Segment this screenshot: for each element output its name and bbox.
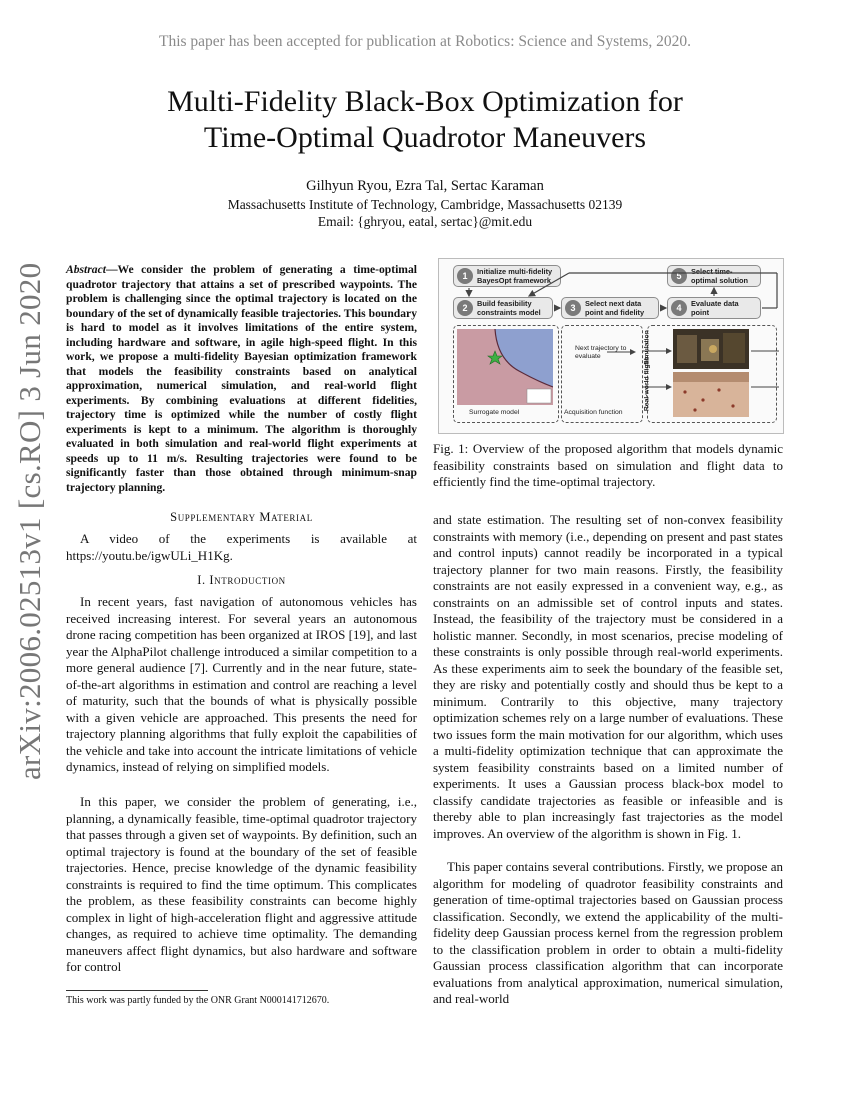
simulation-image: [673, 329, 749, 369]
step-4-number: 4: [671, 300, 687, 316]
surrogate-plot: [457, 329, 553, 405]
acquisition-label: Acquisition function: [564, 409, 623, 416]
step-2-label: Build feasibility constraints model: [477, 299, 541, 317]
simulation-label: Simulation: [643, 330, 651, 365]
footnote-rule: [66, 990, 208, 991]
figure-caption: Fig. 1: Overview of the proposed algorithm that models dynamic feasibility constraints based on simulation and flight data to efficiently find the time-optimal trajectory.: [433, 441, 783, 489]
abstract: [66, 263, 417, 495]
intro-heading: I. Introduction: [197, 573, 286, 587]
title-line-1: Multi-Fidelity Black-Box Optimization for: [167, 85, 683, 118]
step-3-number: 3: [565, 300, 581, 316]
email: Email: {ghryou, eatal, sertac}@mit.edu: [317, 214, 533, 229]
supplementary-heading: Supplementary Material: [170, 510, 313, 524]
abstract-text: —We consider the problem of generating a time-optimal quadrotor trajectory that attains a set of prescribed waypoints. The problem is challenging since the optimal trajectory is located on the boundary of the set of dynamically feasible trajectories. This boundary is hard to model as it involves limitations of the entire system, including hardware and software, in agile high-speed flight. In this work, we propose a multi-fidelity Bayesian optimization framework that models the feasibility constraints based on analytical approximation, numerical simulation, and real-world flight experiments. By combining evaluations at different fidelities, trajectory time is optimized while the number of costly flight experiments is kept to a minimum. The algorithm is thoroughly evaluated in both simulation and real-world flight experiments at speeds up to 11 m/s. Resulting trajectories were found to be significantly faster than those obtained through minimum-snap trajectory planning.: [66, 263, 417, 494]
legend-box: [527, 389, 551, 403]
real-world-flight-image: [673, 372, 749, 417]
affiliation: Massachusetts Institute of Technology, Cambridge, Massachusetts 02139: [227, 197, 623, 212]
publication-notice: This paper has been accepted for publication at Robotics: Science and Systems, 2020.: [158, 33, 692, 50]
right-paragraph-1: and state estimation. The resulting set of non-convex feasibility constraints with memory (i.e., depending on present and past states and control inputs) cannot readily be incorporated in a typical trajectory planner for two main reasons. Firstly, the feasibility constraints are not easily expressed in a convenient way, e.g., as constraints on an admissible set of control inputs and states. Instead, the feasibility of the trajectory must be considered in a holistic manner. Secondly, in most scenarios, precise modeling of these constraints is only possible through real-world experiments. As these experiments aim to seek the boundary of the feasible set, they are risky and potentially costly and should thus be kept to a minimum. Contrarily to this objective, many trajectory optimization schemes rely on a large number of evaluations. These two issues form the main motivation for our algorithm, which uses a multi-fidelity optimization technique that can approximate the system feasibility constraints based on a limited number of experiments. It uses a Gaussian process black-box model to classify candidate trajectories as feasible or infeasible and is thereby able to plan increasingly fast trajectories as the model improves. An overview of the algorithm is shown in Fig. 1.: [433, 512, 783, 841]
step-5-number: 5: [671, 268, 687, 284]
step-4-label: Evaluate data point: [691, 299, 739, 317]
step-1-label: Initialize multi-fidelity BayesOpt framework: [477, 267, 553, 285]
intro-paragraph-2: In this paper, we consider the problem of generating, i.e., planning, a dynamically feasible, time-optimal quadrotor trajectory that passes through a given set of waypoints. By definition, such an optimal trajectory is found at the boundary of the set of feasible trajectories. Hence, precise knowledge of the dynamic feasibility constraints is required to find the time optimum. This complicates the problem, as these feasibility constraints can become highly complex in light of high-acceleration flight and aggressive attitude changes, as required to achieve time optimality. The demanding maneuvers affect flight dynamics, but also hardware and software for control: [66, 794, 417, 974]
step-2-number: 2: [457, 300, 473, 316]
arxiv-identifier: arXiv:2006.02513v1 [cs.RO] 3 Jun 2020: [12, 262, 47, 780]
real-world-label: Real-world flight: [643, 357, 651, 412]
right-paragraph-2: This paper contains several contributions. Firstly, we propose an algorithm for modeling of quadrotor feasibility constraints and generation of time-optimal trajectories based on Gaussian process classification. Secondly, we extend the applicability of the multi-fidelity deep Gaussian process kernel from the regression problem to the classification problem in order to obtain a multi-fidelity Gaussian process classification algorithm that can incorporate evaluations from analytical approximation, numerical simulation, and real-world: [433, 859, 783, 1006]
supplementary-text: A video of the experiments is available at https://youtu.be/igwULi_H1Kg.: [66, 531, 417, 563]
authors: Gilhyun Ryou, Ezra Tal, Sertac Karaman: [306, 178, 544, 194]
paper-title: [60, 84, 790, 156]
step-3-label: Select next data point and fidelity: [585, 299, 645, 317]
loop-line-back: [529, 273, 569, 296]
footnote: This work was partly funded by the ONR Grant N000141712670.: [66, 995, 330, 1006]
step-5-label: Select time-optimal solution: [691, 267, 749, 285]
next-trajectory-label: Next trajectory to evaluate: [575, 345, 627, 360]
abstract-label: Abstract: [66, 263, 106, 276]
step-1-number: 1: [457, 268, 473, 284]
title-line-2: Time-Optimal Quadrotor Maneuvers: [203, 121, 647, 154]
surrogate-label: Surrogate model: [469, 409, 520, 416]
intro-paragraph-1: In recent years, fast navigation of autonomous vehicles has received increasing interest. For several years an autonomous drone racing competition has been organized at IROS [19], and last year the AlphaPilot challenge introduced a similar competition to a more general audience [7]. Currently and in the near future, state-of-the-art algorithms in estimation and control are reaching a level of maturity, such that the bounds of what is physically possible with a given vehicle are approached. This presents the need for trajectory planning algorithms that fully exploit the capabilities of the vehicle and take into account the intricate limitations of vehicle dynamics, instead of relying on simplified models.: [66, 594, 417, 774]
figure-1: [438, 258, 784, 434]
